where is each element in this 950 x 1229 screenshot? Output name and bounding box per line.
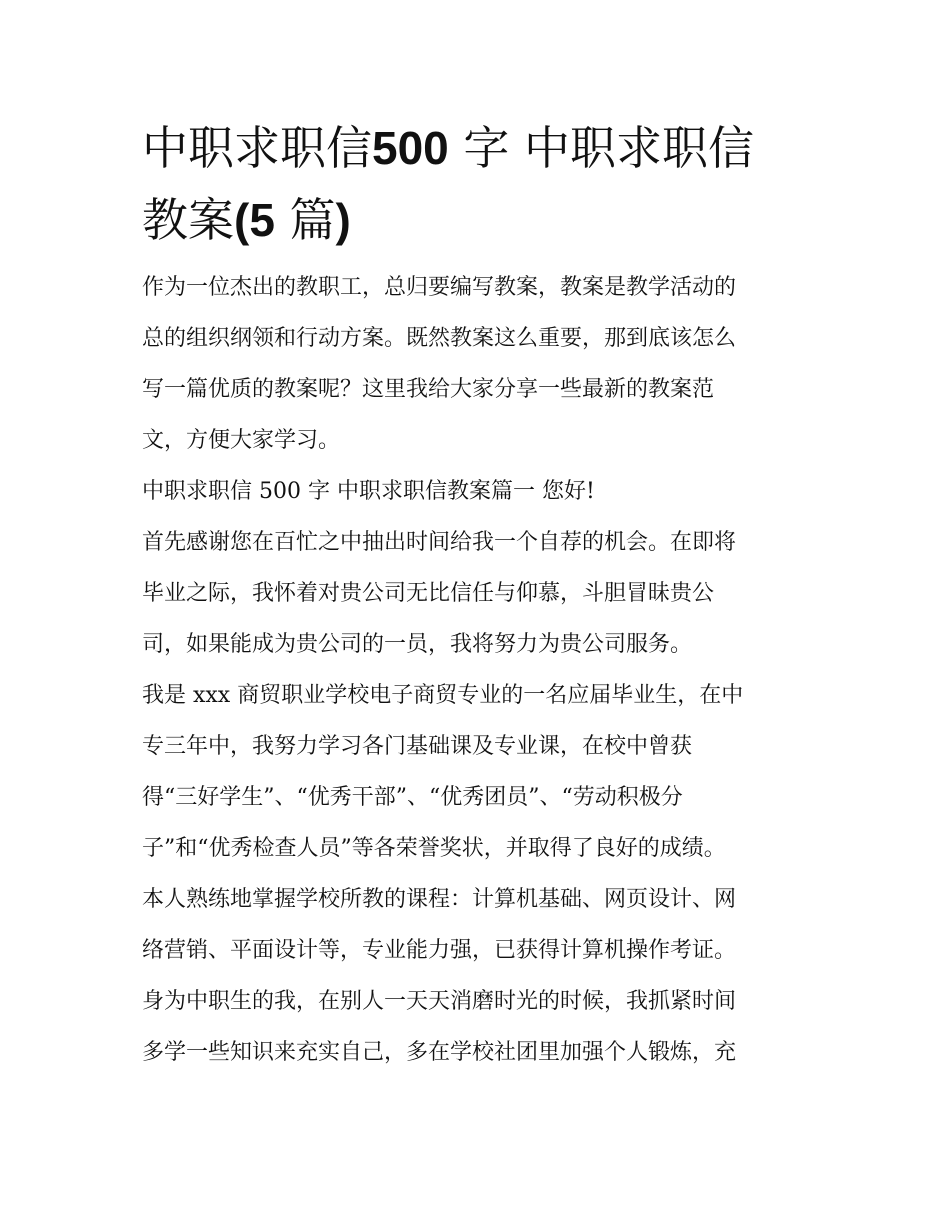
paragraph-line: 文，方便大家学习。 bbox=[142, 428, 341, 453]
paragraph-line: 司，如果能成为贵公司的一员，我将努力为贵公司服务。 bbox=[142, 632, 693, 657]
paragraph-line: 作为一位杰出的教职工，总归要编写教案，教案是教学活动的 bbox=[142, 275, 737, 300]
paragraph-line: 身为中职生的我，在别人一天天消磨时光的时候，我抓紧时间 bbox=[142, 989, 737, 1014]
title-paren: ) bbox=[335, 194, 351, 246]
paragraph-line: 中职求职信 500 字 中职求职信教案篇一 您好! bbox=[142, 479, 595, 504]
title-line-2 bbox=[142, 184, 814, 256]
title-text: 教案 bbox=[142, 193, 234, 247]
title-number: (5 bbox=[234, 194, 275, 246]
document-body bbox=[142, 112, 814, 1078]
paragraph-line: 毕业之际，我怀着对贵公司无比信任与仰慕，斗胆冒昧贵公 bbox=[142, 581, 715, 606]
paragraph-line: 子”和“优秀检查人员”等各荣誉奖状，并取得了良好的成绩。 bbox=[142, 836, 726, 861]
paragraph-line: 络营销、平面设计等，专业能力强，已获得计算机操作考证。 bbox=[142, 938, 737, 963]
title-text: 字 中职求职信 bbox=[448, 121, 754, 175]
paragraph-line: 我是 xxx 商贸职业学校电子商贸专业的一名应届毕业生，在中 bbox=[142, 683, 744, 708]
paragraph-line: 总的组织纲领和行动方案。既然教案这么重要，那到底该怎么 bbox=[142, 326, 737, 351]
paragraph-line: 本人熟练地掌握学校所教的课程：计算机基础、网页设计、网 bbox=[142, 887, 737, 912]
title-text: 中职求职信 bbox=[142, 121, 372, 175]
paragraph-line: 专三年中，我努力学习各门基础课及专业课，在校中曾获 bbox=[142, 734, 693, 759]
paragraph-line: 首先感谢您在百忙之中抽出时间给我一个自荐的机会。在即将 bbox=[142, 530, 737, 555]
document-title bbox=[142, 112, 814, 256]
title-text: 篇 bbox=[274, 193, 336, 247]
title-number: 500 bbox=[372, 122, 449, 174]
paragraph-line: 写一篇优质的教案呢？这里我给大家分享一些最新的教案范 bbox=[142, 377, 715, 402]
paragraph-line: 多学一些知识来充实自己，多在学校社团里加强个人锻炼，充 bbox=[142, 1040, 737, 1065]
paragraph-line: 得“三好学生”、“优秀干部”、“优秀团员”、“劳动积极分 bbox=[142, 785, 683, 810]
title-line-1 bbox=[142, 112, 814, 184]
